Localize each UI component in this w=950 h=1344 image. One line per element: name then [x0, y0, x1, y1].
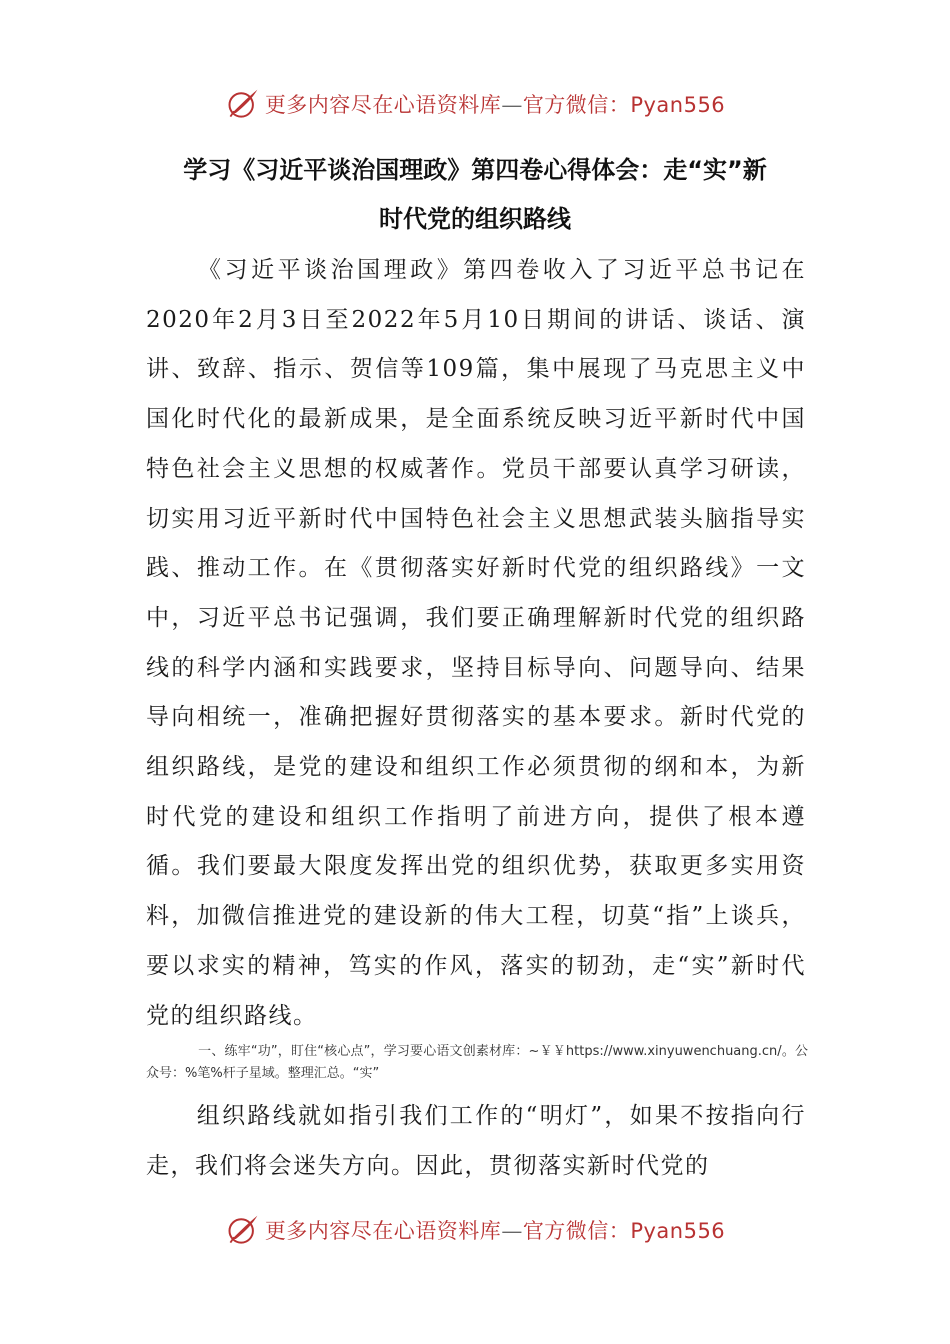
body-paragraph-2: 组织路线就如指引我们工作的“明灯”，如果不按指向行走，我们将会迷失方向。因此，贯彻落实新时代党的 — [146, 1103, 806, 1179]
footer-watermark-banner — [0, 1210, 950, 1250]
body-paragraph-1: 《习近平谈治国理政》第四卷收入了习近平总书记在2020年2月3日至2022年5月10日期间的讲话、谈话、演讲、致辞、指示、贺信等109篇，集中展现了马克思主义中国化时代化的最新成果，是全面系统反映习近平新时代中国特色社会主义思想的权威著作。党员干部要认真学习研读，切实用习近平新时代中国特色社会主义思想武装头脑指导实践、推动工作。在《贯彻落实好新时代党的组织路线》一文中，习近平总书记强调，我们要正确理解新时代党的组织路线的科学内涵和实践要求，坚持目标导向、问题导向、结果导向相统一，准确把握好贯彻落实的基本要求。新时代党的组织路线，是党的建设和组织工作必须贯彻的纲和本，为新时代党的建设和组织工作指明了前进方向，提供了根本遵循。我们要最大限度发挥出党的组织优势，获取更多实用资料，加微信推进党的建设新的伟大工程，切莫“指”上谈兵，要以求实的精神，笃实的作风，落实的韧劲，走“实”新时代党的组织路线。 — [146, 257, 806, 1029]
feather-pen-logo-icon — [225, 1212, 261, 1248]
title-line-1: 学习《习近平谈治国理政》第四卷心得体会：走“实”新 — [183, 156, 767, 184]
watermark-text: 更多内容尽在心语资料库—官方微信：Pyan556 — [264, 1219, 726, 1243]
header-watermark-banner — [0, 84, 950, 124]
feather-pen-logo-icon — [225, 86, 261, 122]
watermark-text: 更多内容尽在心语资料库—官方微信：Pyan556 — [264, 93, 726, 117]
title-line-2: 时代党的组织路线 — [379, 205, 571, 233]
document-title — [140, 146, 810, 244]
inserted-note: 一、练牢“功”，盯住“核心点”，学习要心语文创素材库：~￥￥https://www.xinyuwenchuang.cn/。公众号：%笔%杆子星域。整理汇总。“实” — [146, 1044, 808, 1081]
